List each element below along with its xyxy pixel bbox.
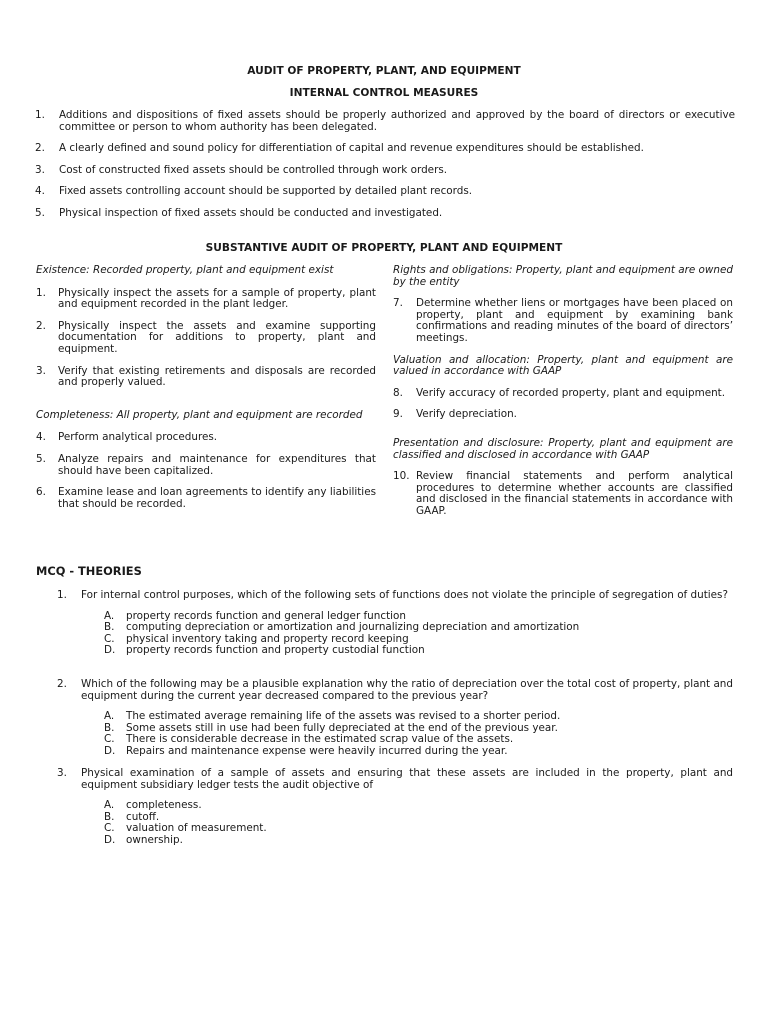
item-number: 10. bbox=[393, 470, 410, 483]
item-text: A clearly defined and sound policy for differentiation of capital and revenue expenditures should be established. bbox=[59, 142, 644, 155]
item-text: Verify that existing retirements and disposals are recorded and properly valued. bbox=[58, 364, 376, 389]
item-text: Review financial statements and perform analytical procedures to determine whether accounts are classified and disclosed in the financial statements in accordance with GAAP. bbox=[416, 470, 733, 517]
substantive-right-column bbox=[393, 265, 733, 518]
mcq-heading: MCQ - THEORIES bbox=[36, 564, 142, 578]
item-number: 4. bbox=[35, 185, 45, 198]
assertion-heading-valuation: Valuation and allocation: Property, plant and equipment are valued in accordance with GAAP bbox=[393, 353, 733, 378]
mcq-question bbox=[57, 679, 733, 758]
choice-option bbox=[104, 746, 733, 758]
choice-option bbox=[104, 823, 733, 835]
item-text: Determine whether liens or mortgages have been placed on property, plant and equipment by examining bank confirmations and reading minutes of the board of directors’ meetings. bbox=[416, 297, 733, 344]
item-number: 4. bbox=[36, 431, 46, 444]
choice-text: Some assets still in use had been fully depreciated at the end of the previous year. bbox=[126, 721, 558, 734]
item-number: 7. bbox=[393, 297, 403, 310]
item-number: 9. bbox=[393, 408, 403, 421]
list-item bbox=[36, 366, 376, 389]
list-item bbox=[35, 110, 735, 133]
item-number: 8. bbox=[393, 386, 403, 399]
section-title-substantive: SUBSTANTIVE AUDIT OF PROPERTY, PLANT AND EQUIPMENT bbox=[205, 242, 563, 254]
item-number: 2. bbox=[35, 142, 45, 155]
question-number: 2. bbox=[57, 678, 67, 690]
choice-text: The estimated average remaining life of the assets was revised to a shorter period. bbox=[126, 710, 561, 723]
mcq-question bbox=[57, 768, 733, 847]
item-text: Verify accuracy of recorded property, plant and equipment. bbox=[416, 386, 726, 399]
assertion-heading-existence: Existence: Recorded property, plant and equipment exist bbox=[36, 264, 334, 276]
item-text: Fixed assets controlling account should be supported by detailed plant records. bbox=[59, 185, 473, 198]
item-text: Perform analytical procedures. bbox=[58, 431, 218, 444]
list-item bbox=[36, 288, 376, 311]
choice-letter: A. bbox=[104, 710, 115, 723]
choice-letter: B. bbox=[104, 810, 115, 823]
item-text: Additions and dispositions of fixed assets should be properly authorized and approved by the board of directors or executive committee or person to whom authority has been delegated. bbox=[59, 109, 735, 133]
item-text: Physically inspect the assets and examine supporting documentation for additions to property, plant and equipment. bbox=[58, 319, 376, 355]
question-number: 3. bbox=[57, 767, 67, 779]
internal-control-list bbox=[35, 110, 735, 220]
item-number: 1. bbox=[36, 286, 46, 299]
choice-letter: D. bbox=[104, 744, 116, 757]
choice-text: ownership. bbox=[126, 833, 183, 846]
list-item bbox=[36, 321, 376, 356]
question-text bbox=[57, 679, 733, 702]
choice-list bbox=[104, 800, 733, 846]
list-item bbox=[35, 143, 735, 155]
choice-text: cutoff. bbox=[126, 810, 160, 823]
list-item bbox=[36, 454, 376, 477]
choice-text: property records function and general ledger function bbox=[126, 609, 406, 622]
list-item bbox=[35, 186, 735, 198]
mcq-question bbox=[57, 590, 733, 657]
assertion-heading-presentation: Presentation and disclosure: Property, plant and equipment are classified and disclosed in accordance with GAAP bbox=[393, 436, 733, 461]
choice-letter: A. bbox=[104, 609, 115, 622]
list-item bbox=[393, 471, 733, 517]
list-item bbox=[35, 165, 735, 177]
choice-letter: C. bbox=[104, 632, 115, 645]
list-item bbox=[36, 487, 376, 510]
choice-letter: C. bbox=[104, 822, 115, 835]
list-item bbox=[393, 409, 733, 421]
question-body: For internal control purposes, which of the following sets of functions does not violate the principle of segregation of duties? bbox=[81, 589, 728, 601]
item-text: Examine lease and loan agreements to identify any liabilities that should be recorded. bbox=[58, 486, 376, 510]
choice-letter: A. bbox=[104, 799, 115, 812]
choice-list bbox=[104, 711, 733, 757]
section-title-internal-control: INTERNAL CONTROL MEASURES bbox=[289, 87, 479, 99]
item-text: Physically inspect the assets for a sample of property, plant and equipment recorded in the plant ledger. bbox=[58, 286, 376, 311]
item-number: 6. bbox=[36, 486, 46, 499]
choice-text: computing depreciation or amortization and journalizing depreciation and amortization bbox=[126, 621, 580, 634]
assertion-heading-completeness: Completeness: All property, plant and equipment are recorded bbox=[36, 408, 363, 421]
choice-letter: D. bbox=[104, 833, 116, 846]
list-item bbox=[393, 298, 733, 344]
list-item bbox=[36, 432, 376, 444]
choice-text: There is considerable decrease in the estimated scrap value of the assets. bbox=[126, 733, 514, 746]
choice-option bbox=[104, 645, 733, 657]
choice-text: property records function and property custodial function bbox=[126, 644, 425, 657]
question-number: 1. bbox=[57, 589, 67, 601]
item-number: 5. bbox=[35, 206, 45, 219]
choice-letter: D. bbox=[104, 644, 116, 657]
question-text bbox=[57, 768, 733, 791]
item-text: Cost of constructed fixed assets should be controlled through work orders. bbox=[59, 163, 448, 176]
assertion-heading-rights: Rights and obligations: Property, plant and equipment are owned by the entity bbox=[393, 264, 733, 288]
choice-text: Repairs and maintenance expense were heavily incurred during the year. bbox=[126, 744, 508, 757]
question-body: Which of the following may be a plausible explanation why the ratio of depreciation over the total cost of property, plant and equipment during the current year decreased compared to the previous year? bbox=[81, 678, 733, 702]
choice-option bbox=[104, 835, 733, 847]
item-number: 3. bbox=[36, 364, 46, 377]
item-number: 2. bbox=[36, 319, 46, 332]
item-number: 5. bbox=[36, 452, 46, 465]
choice-letter: B. bbox=[104, 621, 115, 634]
choice-text: completeness. bbox=[126, 799, 202, 812]
choice-letter: C. bbox=[104, 733, 115, 746]
question-text bbox=[57, 590, 733, 602]
item-text: Verify depreciation. bbox=[416, 408, 517, 421]
substantive-left-column bbox=[36, 265, 376, 510]
document-title: AUDIT OF PROPERTY, PLANT, AND EQUIPMENT bbox=[247, 65, 521, 77]
item-number: 1. bbox=[35, 109, 45, 121]
list-item bbox=[35, 208, 735, 220]
item-text: Analyze repairs and maintenance for expenditures that should have been capitalized. bbox=[58, 452, 376, 477]
choice-list bbox=[104, 611, 733, 657]
question-body: Physical examination of a sample of assets and ensuring that these assets are included in the property, plant and equipment subsidiary ledger tests the audit objective of bbox=[81, 767, 733, 791]
list-item bbox=[393, 388, 733, 400]
item-text: Physical inspection of fixed assets should be conducted and investigated. bbox=[59, 206, 443, 219]
choice-option bbox=[104, 800, 733, 812]
choice-letter: B. bbox=[104, 721, 115, 734]
choice-text: valuation of measurement. bbox=[126, 822, 267, 835]
choice-text: physical inventory taking and property record keeping bbox=[126, 632, 409, 645]
item-number: 3. bbox=[35, 163, 45, 176]
